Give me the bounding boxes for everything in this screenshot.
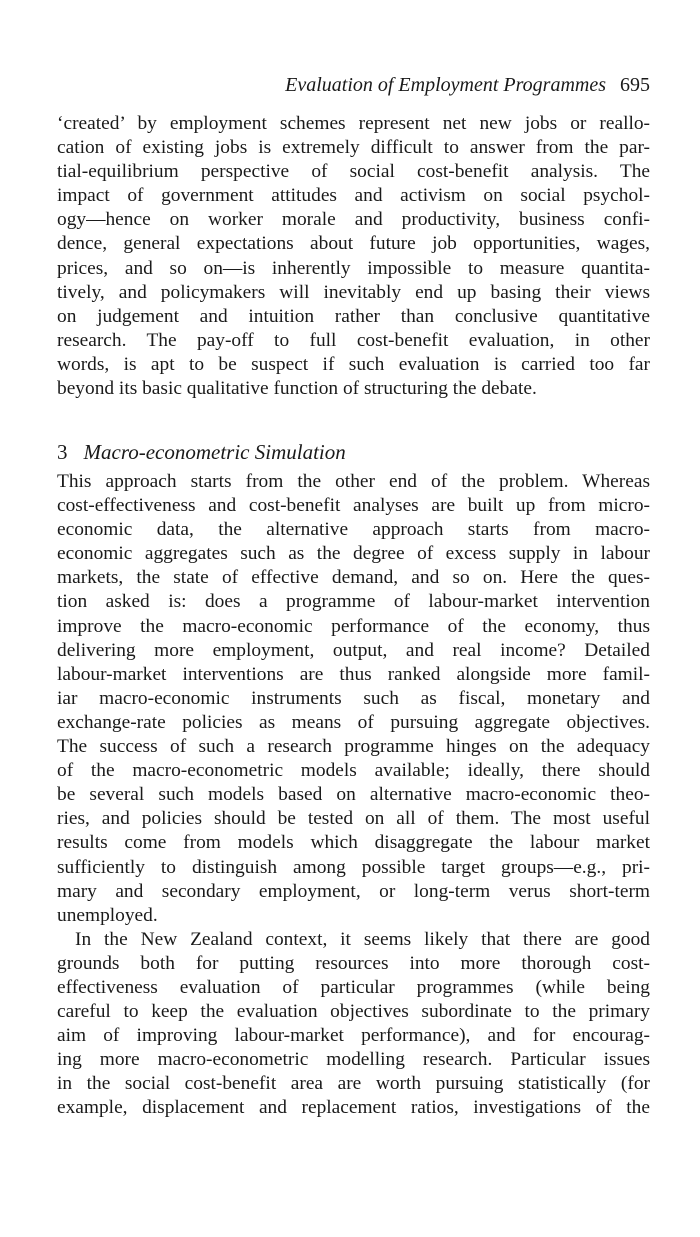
text-line: iar macro-economic instruments such as fiscal, monetary and (57, 687, 650, 709)
text-line: cation of existing jobs is extremely difficult to answer from the par- (57, 137, 650, 159)
text-line: example, displacement and replacement ratios, investigations of the (57, 1097, 650, 1119)
text-line: dence, general expectations about future job opportunities, wages, (57, 233, 650, 255)
text-line: in the social cost-benefit area are worth pursuing statistically (for (57, 1073, 650, 1095)
section-number: 3 (57, 440, 68, 464)
section-body (57, 470, 650, 1121)
page-number: 695 (620, 74, 650, 96)
text-line: grounds both for putting resources into more thorough cost- (57, 952, 650, 974)
text-line: ‘created’ by employment schemes represent net new jobs or reallo- (57, 113, 650, 134)
text-line: delivering more employment, output, and real income? Detailed (57, 639, 650, 661)
text-line: economic aggregates such as the degree of excess supply in labour (57, 543, 650, 565)
text-line: effectiveness evaluation of particular programmes (while being (57, 976, 650, 998)
text-line: impact of government attitudes and activism on social psychol- (57, 185, 650, 207)
text-line: labour-market interventions are thus ranked alongside more famil- (57, 663, 650, 685)
text-line: tial-equilibrium perspective of social cost-benefit analysis. The (57, 161, 650, 183)
section-heading (57, 440, 346, 465)
running-head (285, 74, 650, 97)
text-line: aim of improving labour-market performance), and for encourag- (57, 1025, 650, 1047)
text-line: tion asked is: does a programme of labour-market intervention (57, 591, 650, 613)
running-head-title: Evaluation of Employment Programmes (285, 74, 606, 96)
text-line: beyond its basic qualitative function of structuring the debate. (57, 378, 537, 400)
text-line: results come from models which disaggregate the labour market (57, 832, 650, 854)
section-title: Macro-econometric Simulation (83, 440, 346, 464)
text-line: tively, and policymakers will inevitably end up basing their views (57, 281, 650, 303)
text-line: ries, and policies should be tested on all of them. The most useful (57, 808, 650, 830)
text-line: cost-effectiveness and cost-benefit analyses are built up from micro- (57, 495, 650, 517)
paragraph (57, 470, 650, 928)
text-line: ogy—hence on worker morale and productivity, business confi- (57, 209, 650, 231)
text-line: words, is apt to be suspect if such evaluation is carried too far (57, 353, 650, 375)
text-line: careful to keep the evaluation objectives subordinate to the primary (57, 1001, 650, 1023)
text-line: be several such models based on alternative macro-economic theo- (57, 784, 650, 806)
text-line: In the New Zealand context, it seems likely that there are good (75, 928, 650, 950)
text-line: sufficiently to distinguish among possible target groups—e.g., pri- (57, 856, 650, 878)
text-line: The success of such a research programme hinges on the adequacy (57, 736, 650, 758)
text-line: prices, and so on—is inherently impossible to measure quantita- (57, 257, 650, 279)
paragraph-continued (57, 112, 650, 401)
text-line: economic data, the alternative approach starts from macro- (57, 519, 650, 541)
text-line: of the macro-econometric models available; ideally, there should (57, 760, 650, 782)
text-line: markets, the state of effective demand, and so on. Here the ques- (57, 567, 650, 589)
text-line: improve the macro-economic performance of the economy, thus (57, 615, 650, 637)
text-line: exchange-rate policies as means of pursuing aggregate objectives. (57, 711, 650, 733)
text-line: unemployed. (57, 904, 158, 926)
text-line: This approach starts from the other end of the problem. Whereas (57, 471, 650, 492)
text-line: mary and secondary employment, or long-term verus short-term (57, 880, 650, 902)
text-line: on judgement and intuition rather than conclusive quantitative (57, 305, 650, 327)
text-line: research. The pay-off to full cost-benefit evaluation, in other (57, 329, 650, 351)
paragraph (57, 928, 650, 1121)
text-line: ing more macro-econometric modelling research. Particular issues (57, 1049, 650, 1071)
